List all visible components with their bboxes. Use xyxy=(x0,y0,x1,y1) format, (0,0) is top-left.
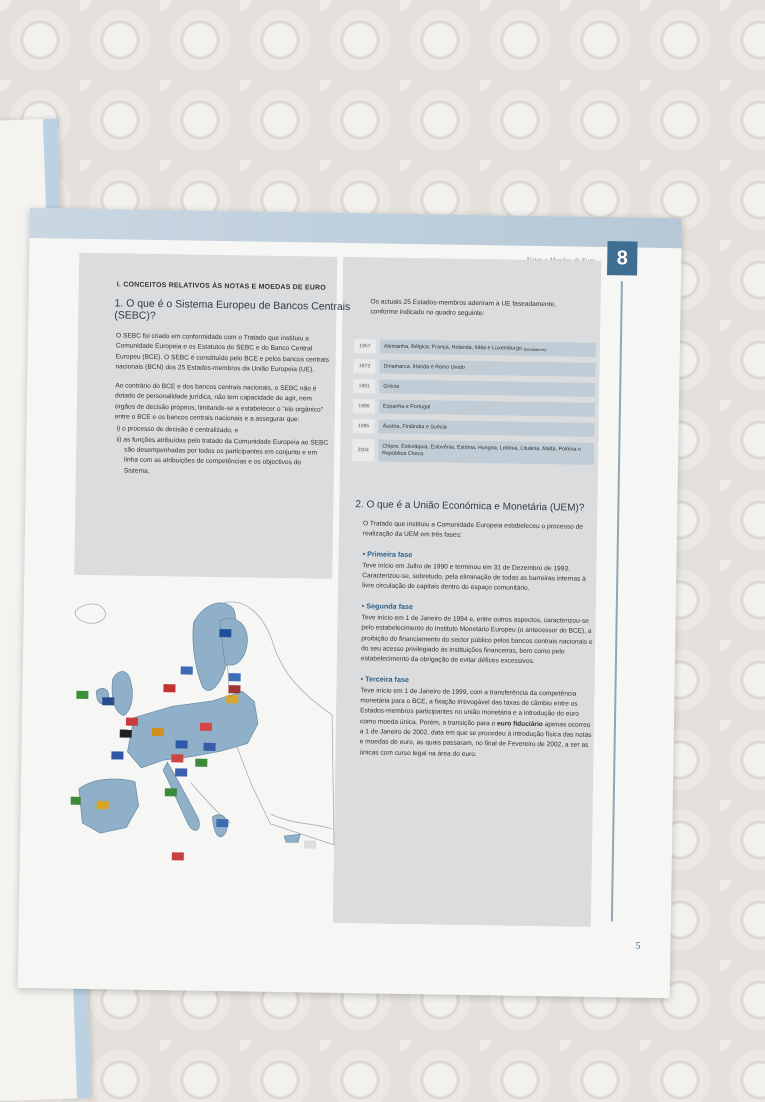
accession-timeline xyxy=(352,339,596,471)
timeline-row xyxy=(353,399,595,417)
list-item-i: i) o processo de decisão é centralizado, e xyxy=(116,425,239,435)
eu-map-svg xyxy=(69,581,340,885)
belgium-flag-icon xyxy=(120,729,132,737)
chapter-badge: 8 xyxy=(607,241,638,275)
phase-2-heading: • Segunda fase xyxy=(361,601,414,611)
slovakia-flag-icon xyxy=(203,743,215,751)
timeline-countries: Dinamarca, Irlanda e Reino Unido xyxy=(379,360,595,377)
timeline-year: 1995 xyxy=(353,419,375,433)
cyprus-flag-icon xyxy=(304,840,316,848)
member-states xyxy=(78,601,304,843)
timeline-row xyxy=(352,439,594,465)
phase-2-text: Teve início em 1 de Janeiro de 1994 e, entre outros aspectos, caracterizou-se pelo estabelecimento do Instituto Monetário Europeu (o antecessor do BCE), a proibição do financiamento do sector público pelos bancos centrais nacionais e do seu acesso privilegiado às instituições financeiras, bem como pelo estabelecimento da obrigação de evitar défices excessivos. xyxy=(360,614,593,666)
page-number: 5 xyxy=(635,940,641,952)
greece-flag-icon xyxy=(216,819,228,827)
timeline-countries xyxy=(380,340,596,357)
timeline-year: 1986 xyxy=(353,399,375,413)
hungary-flag-icon xyxy=(195,759,207,767)
timeline-row xyxy=(353,359,595,377)
question-2-body xyxy=(359,519,595,771)
timeline-year: 1957 xyxy=(354,339,376,353)
phase-3-bold-term: euro fiduciário xyxy=(496,720,543,728)
denmark-flag-icon xyxy=(163,684,175,692)
question-1-body xyxy=(114,331,330,479)
margin-rule xyxy=(611,281,623,921)
austria-flag-icon xyxy=(171,754,183,762)
timeline-countries: Grécia xyxy=(379,380,595,397)
phase-3-text xyxy=(359,686,592,762)
uk-flag-icon xyxy=(102,697,114,705)
timeline-country-list: Alemanha, Bélgica, França, Holanda, Itália e Luxemburgo xyxy=(383,343,523,352)
estonia-flag-icon xyxy=(229,673,241,681)
timeline-row xyxy=(353,379,595,397)
czech-flag-icon xyxy=(176,740,188,748)
phase-1-text: Teve início em Julho de 1990 e terminou em 31 de Dezembro de 1993. Caracterizou-se, sobretudo, pela eliminação de todas as barreiras internas à livre circulação de capitais dentro do espaço comunitário. xyxy=(362,562,586,593)
uem-intro: O Tratado que instituiu a Comunidade Europeia estabeleceu o processo de realização da UEM em três fases: xyxy=(362,520,584,540)
netherlands-flag-icon xyxy=(126,718,138,726)
germany-flag-icon xyxy=(152,728,164,736)
spain-flag-icon xyxy=(97,801,109,809)
portugal-flag-icon xyxy=(69,797,80,805)
iceland-outline xyxy=(75,604,105,624)
page-top-band xyxy=(30,208,682,248)
question-1-title: 1. O que é o Sistema Europeu de Bancos Centrais (SEBC)? xyxy=(114,297,351,322)
sebc-paragraph-1: O SEBC foi criado em conformidade com o Tratado que instituiu a Comunidade Europeia e os Estatutos do SEBC e do Banco Central Europeu (BCE). O SEBC é constituído pelo BCE e pelos bancos centrais nacionais (BCN) dos 25 Estados-membros da União Europeia (UE). xyxy=(115,332,330,374)
section-heading: I. CONCEITOS RELATIVOS ÀS NOTAS E MOEDAS DE EURO xyxy=(116,281,326,292)
timeline-year: 2004 xyxy=(352,439,374,461)
timeline-row xyxy=(354,339,596,357)
phase-1-heading: • Primeira fase xyxy=(362,548,413,559)
lithuania-flag-icon xyxy=(226,695,238,703)
timeline-countries: Áustria, Finlândia e Suécia xyxy=(379,420,595,437)
timeline-countries: Espanha e Portugal xyxy=(379,400,595,417)
slovenia-flag-icon xyxy=(175,768,187,776)
accession-intro: Os actuais 25 Estados-membros aderiram à UE faseadamente, conforme indicado no quadro seguinte: xyxy=(370,298,557,318)
uk-shape xyxy=(112,671,133,715)
timeline-countries: Chipre, Eslováquia, Eslovénia, Estónia, Hungria, Letónia, Lituânia, Malta, Polónia e República Checa xyxy=(378,440,594,465)
finland-flag-icon xyxy=(219,629,231,637)
question-2-title: 2. O que é a União Económica e Monetária (UEM)? xyxy=(355,499,585,514)
central-europe-shape xyxy=(127,690,258,770)
france-flag-icon xyxy=(111,751,123,759)
sebc-paragraph-2: Ao contrário do BCE e dos bancos centrais nacionais, o SEBC não é dotado de personalidade jurídica, não tem capacidade de agir, nem órgãos de decisão próprios, limitando-se a estabelecer o "elo orgânico" entre o BCE e os bancos centrais nacionais e a assegurar que: xyxy=(114,382,324,424)
phase-3-text-end: apenas ocorreu a 1 de Janeiro de 2002, data em que se procedeu à introdução física das notas e moedas de euro, as quais passaram, no final de Fevereiro de 2002, a ser as únicas com curso legal na área do euro. xyxy=(359,720,592,758)
cyprus-shape xyxy=(284,834,300,842)
list-item-ii: ii) as funções atribuídas pelo tratado da Comunidade Europeia ao SEBC são desempenhadas por todos os participantes em conjunto e em linha com as atribuições de competências e os objectivos do Sistema. xyxy=(116,436,329,475)
latvia-flag-icon xyxy=(228,685,240,693)
poland-flag-icon xyxy=(200,723,212,731)
ireland-flag-icon xyxy=(76,691,88,699)
phase-3-heading: • Terceira fase xyxy=(360,673,410,684)
malta-flag-icon xyxy=(172,852,184,860)
phase-3-text-start: Teve início em 1 de Janeiro de 1999, com a transferência da competência monetária para o BCE, a fixação irrevogável das taxas de câmbio entre os Estados-membros participantes no união monetária e a introdução do euro como moeda única. Porém, a transição para o xyxy=(359,687,579,728)
document-page xyxy=(18,208,682,998)
sweden-flag-icon xyxy=(181,666,193,674)
timeline-row xyxy=(353,419,595,437)
timeline-year: 1973 xyxy=(353,359,375,373)
italy-flag-icon xyxy=(165,788,177,796)
timeline-year: 1981 xyxy=(353,379,375,393)
timeline-note: (fundadores) xyxy=(523,346,547,352)
eu-map-illustration xyxy=(69,581,340,885)
